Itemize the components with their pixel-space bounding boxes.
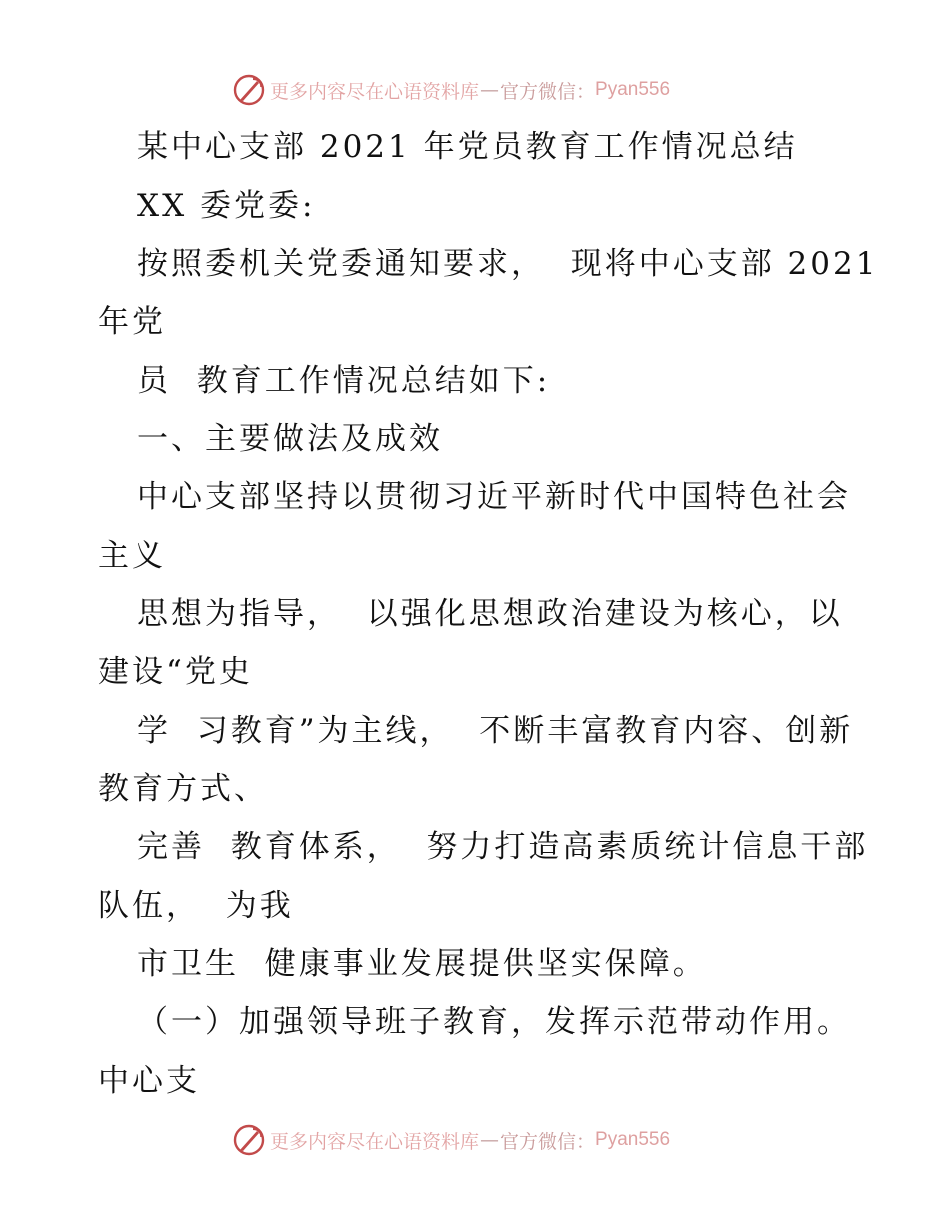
body-line: 中心支 (98, 1063, 200, 1099)
body-line: 年党 (98, 304, 166, 340)
body-line: 按照委机关党委通知要求， 现将中心支部 2021 (137, 246, 879, 282)
subsection-heading: （一）加强领导班子教育，发挥示范带动作用。 (137, 1004, 851, 1040)
watermark-wechat-id: Pyan556 (595, 79, 671, 100)
watermark-site-text: 更多内容尽在心语资料库 (270, 1130, 480, 1153)
body-line: 主义 (98, 538, 166, 574)
salutation: XX 委党委: (137, 188, 316, 224)
body-line: 队伍， 为我 (98, 888, 294, 924)
watermark-site-text: 更多内容尽在心语资料库 (270, 80, 480, 103)
quill-pen-logo-icon (232, 73, 266, 107)
body-line: 完善 教育体系， 努力打造高素质统计信息干部 (137, 829, 869, 865)
section-heading: 一、主要做法及成效 (137, 421, 443, 457)
body-line: 市卫生 健康事业发展提供坚实保障。 (137, 946, 707, 982)
watermark-wechat-label: 官方微信： (500, 80, 596, 103)
body-line: 教育方式、 (98, 771, 268, 807)
watermark-separator: — (480, 1129, 500, 1151)
watermark-wechat-id: Pyan556 (595, 1129, 671, 1150)
body-line: 思想为指导， 以强化思想政治建设为核心，以 (137, 596, 843, 632)
header-watermark (232, 70, 670, 110)
body-line: 学 习教育”为主线， 不断丰富教育内容、创新 (137, 713, 854, 749)
watermark-wechat-label: 官方微信： (500, 1130, 596, 1153)
document-title: 某中心支部 2021 年党员教育工作情况总结 (137, 129, 798, 165)
watermark-separator: — (480, 79, 500, 101)
quill-pen-logo-icon (232, 1123, 266, 1157)
body-line: 中心支部坚持以贯彻习近平新时代中国特色社会 (137, 479, 851, 515)
body-line: 建设“党史 (98, 654, 253, 690)
footer-watermark (232, 1120, 670, 1160)
body-line: 员 教育工作情况总结如下: (137, 363, 551, 399)
